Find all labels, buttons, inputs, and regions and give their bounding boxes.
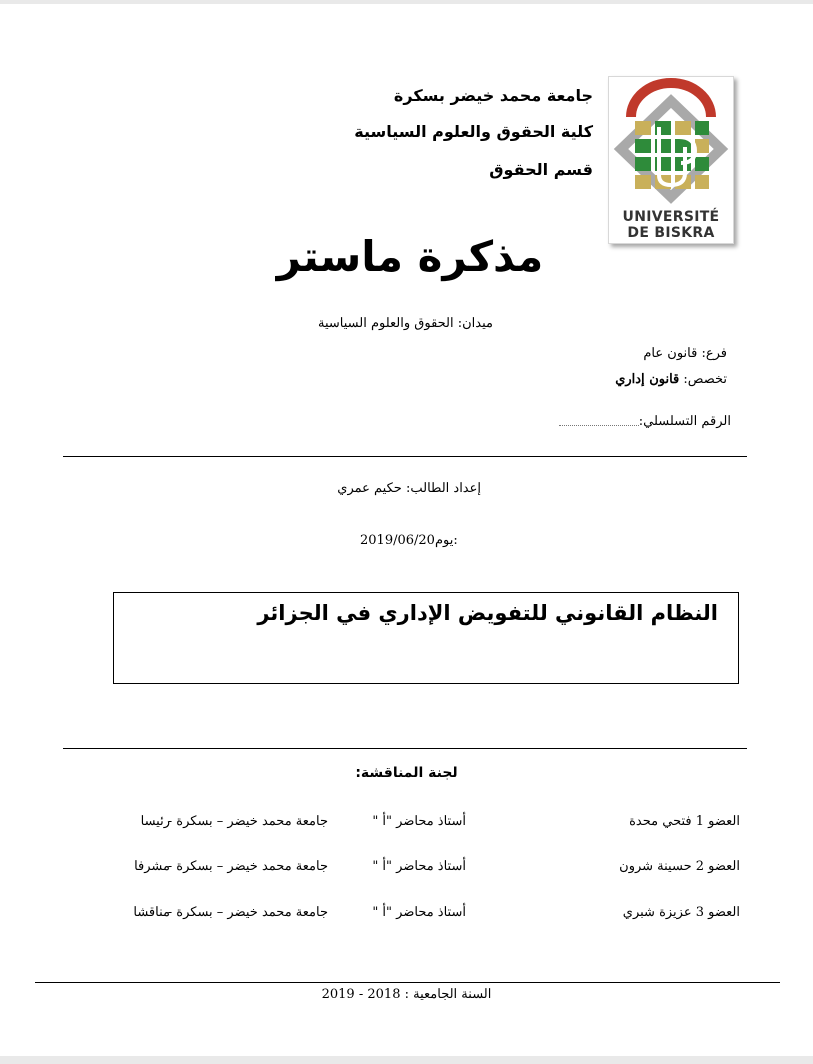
- specialty-line: [615, 372, 727, 387]
- date-line: [360, 533, 458, 548]
- divider-top: [63, 456, 747, 457]
- committee-heading: لجنة المناقشة:: [355, 765, 458, 781]
- thesis-title: النظام القانوني للتفويض الإداري في الجزائر: [257, 601, 718, 625]
- committee-member-rank: أستاذ محاضر "أ ": [372, 814, 466, 829]
- specialty-value: قانون إداري: [615, 372, 680, 387]
- student-label: إعداد الطالب:: [405, 481, 481, 496]
- university-logo: [608, 76, 734, 244]
- committee-member-affiliation: جامعة محمد خيضر – بسكرة -: [167, 905, 328, 920]
- committee-member-rank: أستاذ محاضر "أ ": [372, 859, 466, 874]
- committee-member-name: العضو 1 فتحي محدة: [629, 814, 740, 829]
- serial-dotted-blank: [559, 425, 639, 426]
- field-line: ميدان: الحقوق والعلوم السياسية: [317, 316, 493, 331]
- committee-member-affiliation: جامعة محمد خيضر – بسكرة -: [167, 859, 328, 874]
- serial-label: الرقم التسلسلي:: [638, 414, 731, 429]
- committee-member-name: العضو 2 حسينة شرون: [619, 859, 740, 874]
- committee-member-rank: أستاذ محاضر "أ ": [372, 905, 466, 920]
- logo-text-line2: DE BISKRA: [627, 225, 715, 241]
- student-line: [337, 481, 481, 496]
- university-name: جامعة محمد خيضر بسكرة: [393, 86, 593, 105]
- faculty-name: كلية الحقوق والعلوم السياسية: [354, 122, 593, 141]
- committee-row: [0, 905, 813, 929]
- committee-member-role: رئيسا: [140, 814, 170, 829]
- logo-text-line1: UNIVERSITÉ: [622, 209, 720, 225]
- document-page: [0, 4, 813, 1056]
- academic-year: السنة الجامعية : 2018 - 2019: [321, 987, 492, 1002]
- date-value: 2019/06/20: [360, 533, 435, 548]
- committee-row: [0, 859, 813, 883]
- specialty-label: تخصص:: [683, 372, 727, 387]
- serial-number-line: [559, 414, 731, 429]
- divider-bottom: [35, 982, 780, 983]
- divider-middle: [63, 748, 747, 749]
- student-name: حكيم عمري: [337, 481, 402, 496]
- document-type-title: مذكرة ماستر: [276, 232, 544, 281]
- committee-member-role: مناقشا: [133, 905, 170, 920]
- committee-member-name: العضو 3 عزيزة شبري: [622, 905, 740, 920]
- committee-member-affiliation: جامعة محمد خيضر – بسكرة -: [167, 814, 328, 829]
- branch-line: فرع: قانون عام: [643, 346, 727, 361]
- committee-row: [0, 814, 813, 838]
- date-label: يوم:: [434, 533, 458, 548]
- thesis-title-box: [113, 592, 739, 684]
- department-name: قسم الحقوق: [489, 160, 593, 179]
- committee-member-role: مشرفا: [134, 859, 170, 874]
